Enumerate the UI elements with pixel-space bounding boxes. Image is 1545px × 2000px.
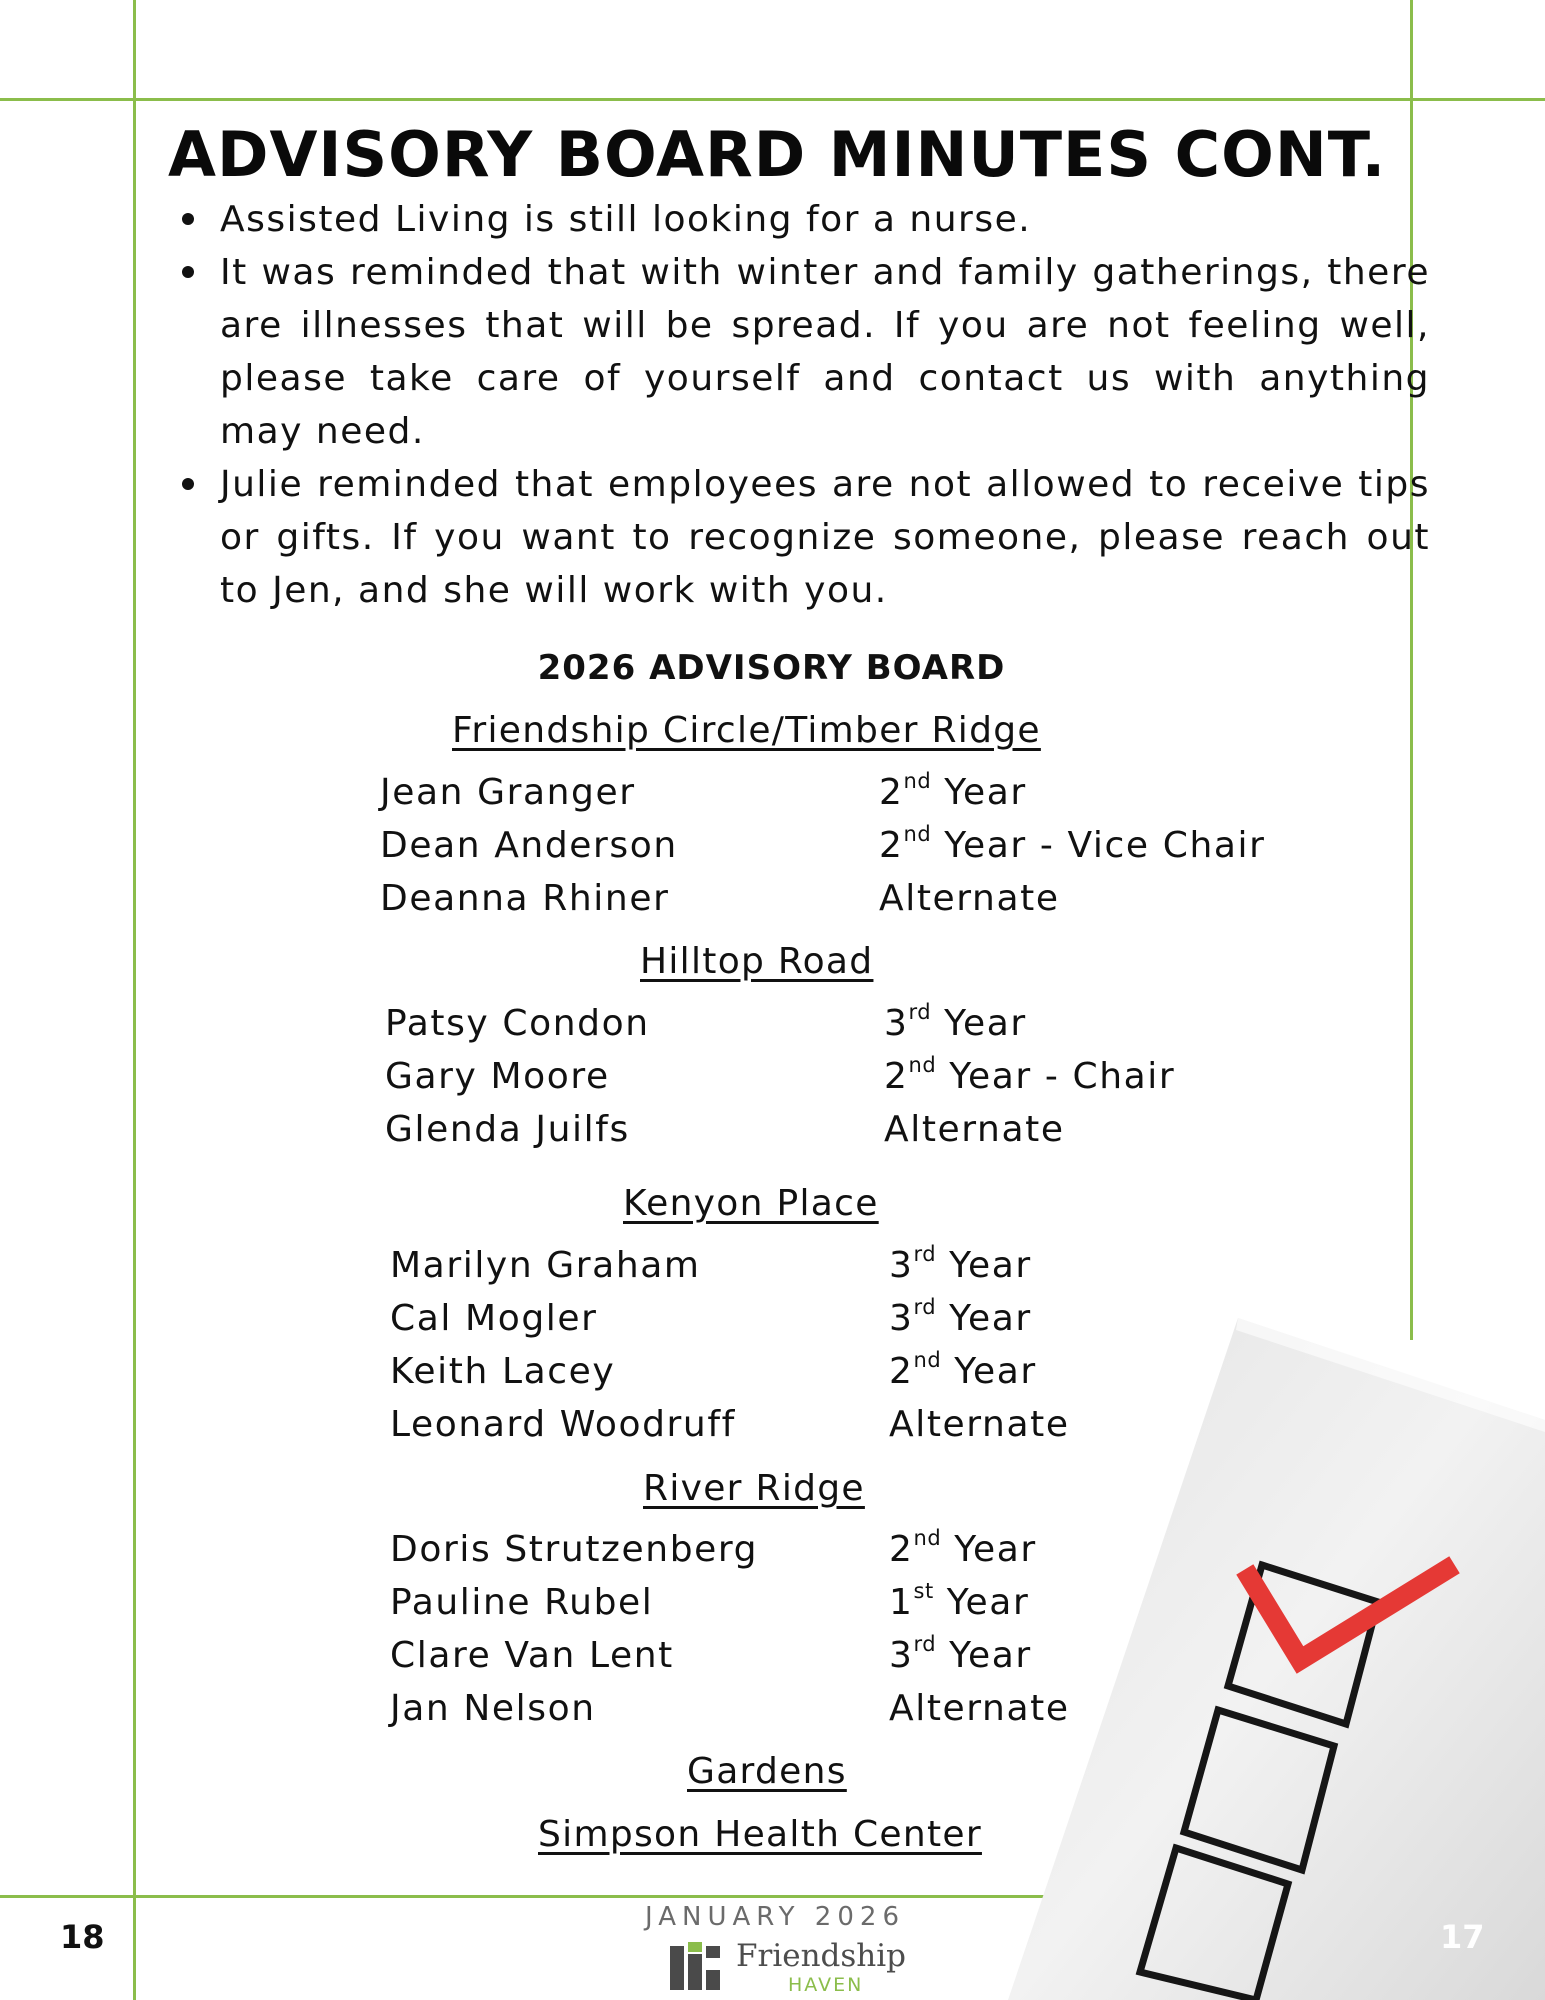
- member-term: 2nd Year: [879, 769, 1027, 813]
- member-name: Keith Lacey: [390, 1351, 616, 1392]
- member-name: Marilyn Graham: [390, 1245, 701, 1286]
- member-term: 3rd Year: [889, 1295, 1032, 1339]
- member-name: Patsy Condon: [385, 1003, 650, 1044]
- member-term: 2nd Year - Chair: [884, 1053, 1176, 1097]
- member-term: Alternate: [889, 1404, 1070, 1445]
- list-item: Assisted Living is still looking for a nurse.: [220, 193, 1430, 246]
- section-heading: Simpson Health Center: [538, 1814, 982, 1855]
- section-heading: Hilltop Road: [640, 941, 874, 982]
- logo-mark-icon: [668, 1942, 728, 1992]
- member-term: Alternate: [879, 878, 1060, 919]
- section-heading: Gardens: [687, 1751, 847, 1792]
- minutes-bullet-list: [180, 193, 1430, 617]
- friendship-haven-logo: [668, 1938, 907, 1998]
- member-name: Dean Anderson: [380, 825, 678, 866]
- member-name: Deanna Rhiner: [380, 878, 670, 919]
- logo-wordmark: Friendship: [736, 1938, 907, 1974]
- section-heading: Friendship Circle/Timber Ridge: [452, 710, 1041, 751]
- member-name: Pauline Rubel: [390, 1582, 654, 1623]
- page-title: ADVISORY BOARD MINUTES CONT.: [168, 118, 1387, 191]
- page-number-left: 18: [60, 1918, 105, 1956]
- member-term: 3rd Year: [889, 1632, 1032, 1676]
- member-name: Jan Nelson: [390, 1688, 596, 1729]
- page-number-right: 17: [1440, 1918, 1485, 1956]
- member-term: 2nd Year: [889, 1348, 1037, 1392]
- section-heading: River Ridge: [643, 1468, 865, 1509]
- member-name: Glenda Juilfs: [385, 1109, 630, 1150]
- member-term: 2nd Year: [889, 1526, 1037, 1570]
- issue-date: JANUARY 2026: [645, 1902, 905, 1932]
- list-item: Julie reminded that employees are not allowed to receive tips or gifts. If you want to recognize someone, please reach out to Jen, and she will work with you.: [220, 458, 1430, 617]
- member-term: Alternate: [884, 1109, 1065, 1150]
- member-name: Jean Granger: [380, 772, 636, 813]
- member-term: 3rd Year: [889, 1242, 1032, 1286]
- member-term: Alternate: [889, 1688, 1070, 1729]
- section-heading: Kenyon Place: [623, 1183, 879, 1224]
- member-name: Leonard Woodruff: [390, 1404, 736, 1445]
- list-item: It was reminded that with winter and family gatherings, there are illnesses that will be spread. If you are not feeling well, please take care of yourself and contact us with anything may need.: [220, 246, 1430, 458]
- paper-sheet: [1008, 1318, 1545, 2000]
- member-term: 2nd Year - Vice Chair: [879, 822, 1266, 866]
- member-name: Gary Moore: [385, 1056, 610, 1097]
- member-name: Cal Mogler: [390, 1298, 598, 1339]
- logo-subtitle: HAVEN: [788, 1974, 864, 1996]
- member-term: 1st Year: [889, 1579, 1030, 1623]
- member-term: 3rd Year: [884, 1000, 1027, 1044]
- member-name: Clare Van Lent: [390, 1635, 674, 1676]
- board-title: 2026 ADVISORY BOARD: [537, 648, 1006, 688]
- member-name: Doris Strutzenberg: [390, 1529, 759, 1570]
